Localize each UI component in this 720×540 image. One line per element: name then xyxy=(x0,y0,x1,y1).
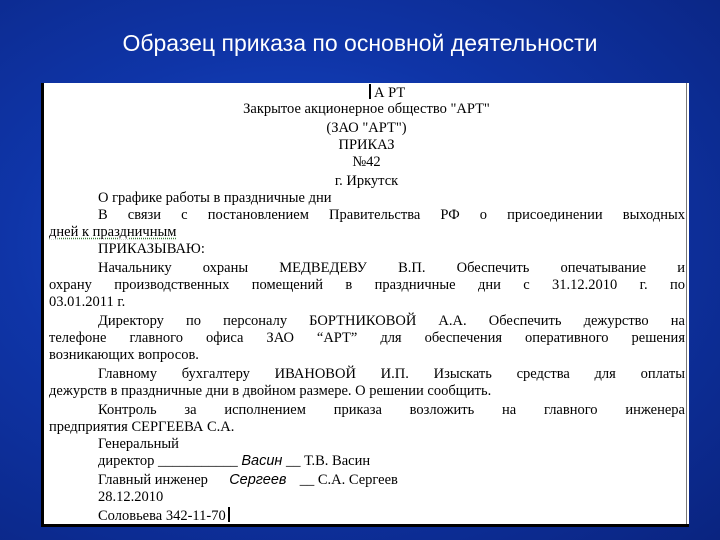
item2-line-2: телефоне главного офиса ЗАО “АРТ” для обеспечения оперативного решения xyxy=(49,330,685,346)
sign1-line: ___________ xyxy=(157,453,238,469)
company-abbr: (ЗАО "АРТ") xyxy=(326,120,407,136)
company-short-line xyxy=(369,84,405,101)
text-cursor-end xyxy=(228,507,230,522)
order-word: ПРИКАЗЫВАЮ: xyxy=(98,241,205,257)
sign1-row xyxy=(98,453,370,469)
item1-line-3: 03.01.2011 г. xyxy=(49,294,126,310)
item1-line-2: охрану производственных помещений в праздничные дни с 31.12.2010 г. по xyxy=(49,277,685,293)
item2-line-1: Директору по персоналу БОРТНИКОВОЙ А.А. Обеспечить дежурство на xyxy=(98,313,685,329)
doc-subject: О графике работы в праздничные дни xyxy=(98,190,332,206)
sign1-title: Генеральный xyxy=(98,436,179,452)
sign2-label: Главный инженер xyxy=(98,472,208,488)
item1-line-1: Начальнику охраны МЕДВЕДЕВУ В.П. Обеспечить опечатывание и xyxy=(98,260,685,276)
doc-city: г. Иркутск xyxy=(334,173,399,189)
preamble-line-2 xyxy=(49,224,176,240)
sign2-name: С.А. Сергеев xyxy=(317,472,398,488)
sign1-dash: __ xyxy=(285,453,301,469)
preamble-line-1: В связи с постановлением Правительства РФ о присоединении выходных xyxy=(98,207,685,223)
company-short: А РТ xyxy=(374,85,406,101)
sign1-label: директор xyxy=(98,453,155,469)
doc-date: 28.12.2010 xyxy=(98,489,164,505)
executor: Соловьева 342-11-70 xyxy=(98,508,226,524)
doc-type: ПРИКАЗ xyxy=(338,137,395,153)
order-document xyxy=(41,83,689,527)
item4-line-2: предприятия СЕРГЕЕВА С.А. xyxy=(49,419,235,435)
executor-row xyxy=(98,507,233,524)
doc-number: №42 xyxy=(352,154,381,170)
item3-line-1: Главному бухгалтеру ИВАНОВОЙ И.П. Изыскать средства для оплаты xyxy=(98,366,685,382)
text-cursor xyxy=(369,84,371,99)
sign2-dash: __ xyxy=(299,472,315,488)
item2-line-3: возникающих вопросов. xyxy=(49,347,199,363)
slide-title: Образец приказа по основной деятельности xyxy=(122,30,598,56)
sign2-row xyxy=(98,472,398,488)
preamble-text: дней к праздничным xyxy=(49,224,177,240)
item4-line-1: Контроль за исполнением приказа возложить на главного инженера xyxy=(98,402,685,418)
item3-line-2: дежурств в праздничные дни в двойном размере. О решении сообщить. xyxy=(49,383,492,399)
sign1-signature: Васин xyxy=(241,453,283,469)
sign2-signature: Сергеев xyxy=(229,472,287,488)
company-full: Закрытое акционерное общество "АРТ" xyxy=(243,101,490,117)
sign1-name: Т.В. Васин xyxy=(304,453,371,469)
